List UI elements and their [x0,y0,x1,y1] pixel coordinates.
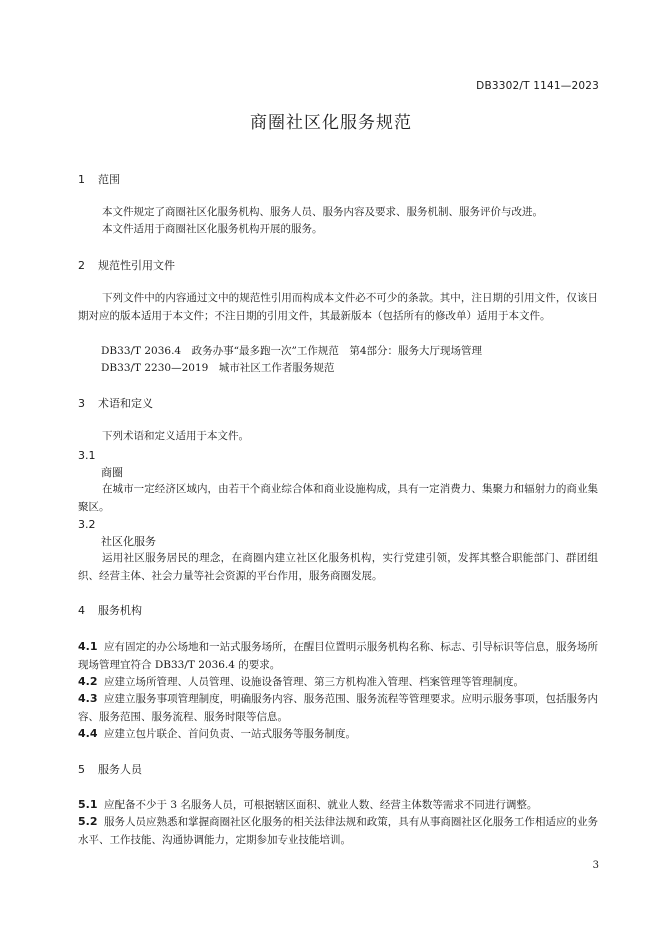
clause-number: 4.2 [78,675,98,688]
section-heading-terms [78,397,153,411]
section-heading-scope [78,173,120,187]
section-heading-normative-references [78,259,175,273]
clause [78,813,598,849]
section-number: 5 [78,763,85,776]
section-number: 1 [78,173,85,186]
clause-number: 4.1 [78,640,98,653]
term-name: 社区化服务 [101,535,156,548]
clause-text: 服务人员应熟悉和掌握商圈社区化服务的相关法律法规和政策，具有从事商圈社区化服务工作相适应的业务水平、工作技能、沟通协调能力，定期参加专业技能培训。 [78,816,598,846]
clause-number: 4.4 [78,727,98,740]
clause-text: 应配备不少于 3 名服务人员，可根据辖区面积、就业人数、经营主体数等需求不同进行调整。 [104,799,538,811]
section-title: 术语和定义 [98,397,153,410]
section-number: 4 [78,604,85,617]
reference-item: DB33/T 2036.4 政务办事“最多跑一次”工作规范 第4部分：服务大厅现场管理 [101,345,483,357]
page-number: 3 [592,860,599,871]
clause [78,638,598,674]
scope-paragraph: 本文件规定了商圈社区化服务机构、服务人员、服务内容及要求、服务机制、服务评价与改进。 [102,206,543,218]
terms-intro: 下列术语和定义适用于本文件。 [102,430,249,442]
clause [78,690,598,726]
clause-text: 应建立包片联企、首问负责、一站式服务等服务制度。 [104,728,356,740]
term-definition: 运用社区服务居民的理念，在商圈内建立社区化服务机构，实行党建引领，发挥其整合职能部门、群团组织、经营主体、社会力量等社会资源的平台作用，服务商圈发展。 [78,552,598,582]
clause-number: 5.2 [78,815,98,828]
clause [78,796,598,815]
references-intro: 下列文件中的内容通过文中的规范性引用而构成本文件必不可少的条款。其中，注日期的引用文件，仅该日期对应的版本适用于本文件；不注日期的引用文件，其最新版本（包括所有的修改单）适用于本文件。 [78,292,598,322]
clause-number: 4.3 [78,692,98,705]
clause-text: 应建立场所管理、人员管理、设施设备管理、第三方机构准入管理、档案管理等管理制度。 [104,676,524,688]
term-number: 3.1 [78,449,96,462]
clause [78,673,598,692]
section-title: 范围 [98,173,120,186]
section-title: 服务机构 [98,604,142,617]
section-title: 服务人员 [98,763,142,776]
clause [78,725,598,744]
scope-paragraph: 本文件适用于商圈社区化服务机构开展的服务。 [102,223,323,235]
term-number: 3.2 [78,518,96,531]
clause-text: 应建立服务事项管理制度，明确服务内容、服务范围、服务流程等管理要求。应明示服务事项，包括服务内容、服务范围、服务流程、服务时限等信息。 [78,693,598,723]
section-title: 规范性引用文件 [98,259,175,272]
clause-text: 应有固定的办公场地和一站式服务场所，在醒目位置明示服务机构名称、标志、引导标识等信息，服务场所现场管理宜符合 DB33/T 2036.4 的要求。 [78,641,598,671]
clause-number: 5.1 [78,798,98,811]
section-heading-service-agency [78,604,142,618]
term-name: 商圈 [101,466,123,479]
section-number: 2 [78,259,85,272]
term-definition: 在城市一定经济区域内，由若干个商业综合体和商业设施构成，具有一定消费力、集聚力和辐射力的商业集聚区。 [78,483,598,513]
reference-item: DB33/T 2230—2019 城市社区工作者服务规范 [101,362,335,374]
section-heading-service-personnel [78,763,142,777]
section-number: 3 [78,397,85,410]
document-title: 商圈社区化服务规范 [250,113,412,133]
standard-number: DB3302/T 1141—2023 [476,80,599,92]
